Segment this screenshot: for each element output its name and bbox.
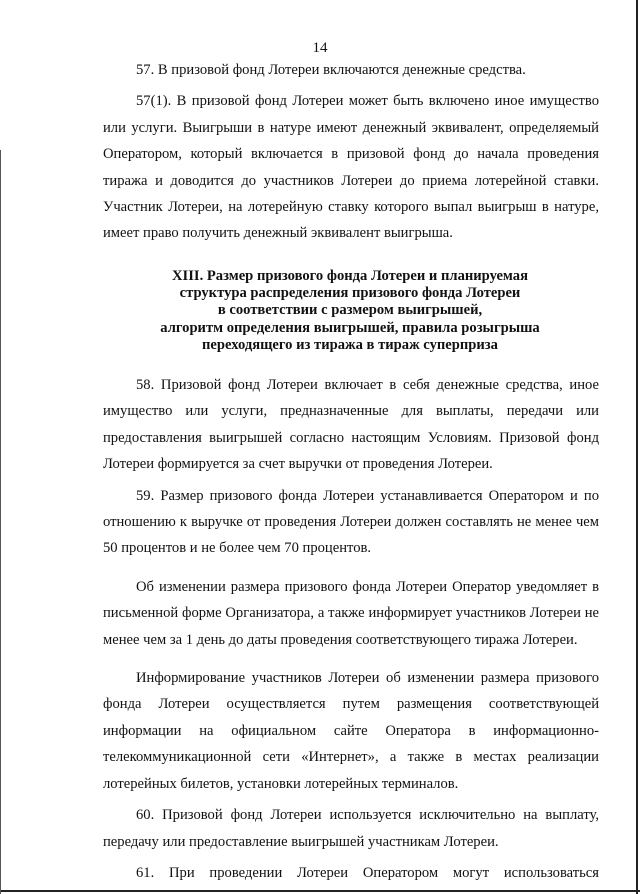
paragraph-60: 60. Призовой фонд Лотереи используется исключительно на выплату, передачу или предоставление выигрышей участникам Лотереи. <box>103 807 599 850</box>
heading-line: структура распределения призового фонда Лотереи <box>179 285 521 302</box>
paragraph-61: 61. При проведении Лотереи Оператором могут использоваться <box>136 864 599 881</box>
paragraph-59: 59. Размер призового фонда Лотереи устанавливается Оператором и по отношению к выручке от проведения Лотереи должен составлять не менее чем 50 процентов и не более чем 70 процентов. <box>103 487 599 557</box>
heading-line: в соответствии с размером выигрышей, <box>217 302 483 319</box>
paragraph-notice: Об изменении размера призового фонда Лотереи Оператор уведомляет в письменной форме Организатора, а также информирует участников Лотереи не менее чем за 1 день до даты проведения соответствующего тиража Лотереи. <box>103 578 599 648</box>
paragraph-informing: Информирование участников Лотереи об изменении размера призового фонда Лотереи осуществляется путем размещения соответствующей информации на официальном сайте Оператора в информационно-телекоммуникационной сети «Интернет», а также в местах реализации лотерейных билетов, установки лотерейных терминалов. <box>103 670 599 792</box>
scan-edge-left <box>0 150 1 894</box>
paragraph-57: 57. В призовой фонд Лотереи включаются денежные средства. <box>136 62 526 78</box>
paragraph-57-1: 57(1). В призовой фонд Лотереи может быть включено иное имущество или услуги. Выигрыши в натуре имеют денежный эквивалент, определяемый Оператором, который включается в призовой фонд до начала проведения тиража и доводится до участников Лотереи до приема лотерейной ставки. Участник Лотереи, на лотерейную ставку которого выпал выигрыш в натуре, имеет право получить денежный эквивалент выигрыша. <box>103 93 599 242</box>
heading-line: переходящего из тиража в тираж суперприза <box>202 336 498 353</box>
page-number: 14 <box>312 40 328 56</box>
top-text-block <box>103 57 599 247</box>
heading-line: алгоритм определения выигрышей, правила розыгрыша <box>160 319 540 336</box>
section-heading <box>120 268 580 354</box>
scan-edge-bottom <box>0 890 640 892</box>
heading-line: XIII. Размер призового фонда Лотереи и планируемая <box>172 268 528 284</box>
scan-edge-right <box>636 0 638 894</box>
bottom-text-block <box>103 372 599 886</box>
paragraph-58: 58. Призовой фонд Лотереи включает в себя денежные средства, иное имущество или услуги, предназначенные для выплаты, передачи или предоставления выигрышей согласно настоящим Условиям. Призовой фонд Лотереи формируется за счет выручки от проведения Лотереи. <box>103 377 599 473</box>
